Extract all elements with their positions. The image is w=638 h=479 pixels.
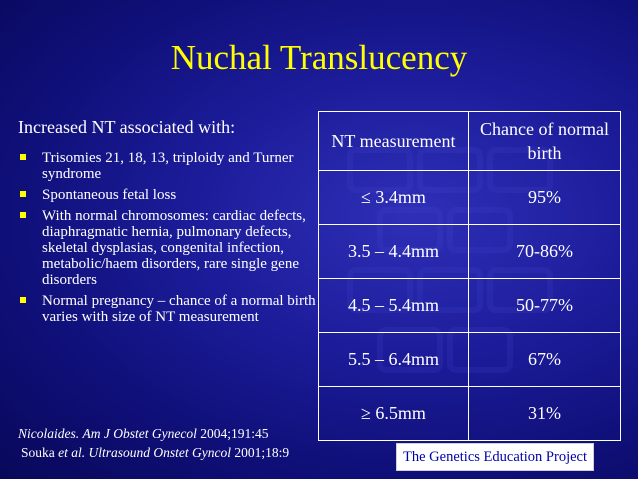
nt-cell: ≥ 6.5mm — [319, 387, 469, 441]
intro-text: Increased NT associated with: — [18, 117, 236, 137]
list-item — [18, 208, 318, 288]
table-row — [319, 279, 621, 333]
bullet-list — [18, 150, 318, 325]
content-left — [18, 116, 318, 330]
list-item — [18, 187, 318, 203]
chance-cell: 70-86% — [469, 225, 621, 279]
column-header-chance: Chance of normal birth — [469, 112, 621, 171]
chance-cell: 95% — [469, 171, 621, 225]
list-item — [18, 150, 318, 182]
table-row — [319, 171, 621, 225]
footer-credit: The Genetics Education Project — [396, 443, 594, 471]
reference-details: 2001;18:9 — [234, 445, 290, 460]
chance-cell: 31% — [469, 387, 621, 441]
chance-cell: 50-77% — [469, 279, 621, 333]
nt-cell: ≤ 3.4mm — [319, 171, 469, 225]
reference-journal: Ultrasound Onstet Gyncol — [88, 445, 231, 460]
table-header-row — [319, 112, 621, 171]
reference-authors: Nicolaides. — [18, 426, 80, 441]
reference-authors: Souka — [21, 445, 55, 460]
bullet-text: With normal chromosomes: cardiac defects, diaphragmatic hernia, pulmonary defects, skeletal dysplasias, congenital infection, metabolic/haem disorders, rare single gene disorders — [42, 208, 306, 288]
reference-2 — [18, 443, 289, 462]
nt-cell: 4.5 – 5.4mm — [319, 279, 469, 333]
chance-cell: 67% — [469, 333, 621, 387]
bullet-text: Normal pregnancy – chance of a normal birth varies with size of NT measurement — [42, 293, 316, 325]
list-item — [18, 293, 318, 325]
table-row — [319, 333, 621, 387]
bullet-text: Trisomies 21, 18, 13, triploidy and Turner syndrome — [42, 150, 294, 182]
square-bullet-icon — [20, 297, 26, 303]
column-header-nt: NT measurement — [319, 112, 469, 171]
slide-title: Nuchal Translucency — [170, 38, 468, 77]
reference-journal: Am J Obstet Gynecol — [82, 426, 197, 441]
square-bullet-icon — [20, 154, 26, 160]
table-row — [319, 225, 621, 279]
bullet-text: Spontaneous fetal loss — [42, 187, 177, 203]
references — [18, 424, 289, 462]
square-bullet-icon — [20, 191, 26, 197]
table-row — [319, 387, 621, 441]
square-bullet-icon — [20, 212, 26, 218]
reference-etal: et al. — [58, 445, 86, 460]
reference-details: 2004;191:45 — [200, 426, 269, 441]
nt-table — [318, 111, 621, 441]
nt-cell: 3.5 – 4.4mm — [319, 225, 469, 279]
nt-cell: 5.5 – 6.4mm — [319, 333, 469, 387]
reference-1 — [18, 424, 289, 443]
